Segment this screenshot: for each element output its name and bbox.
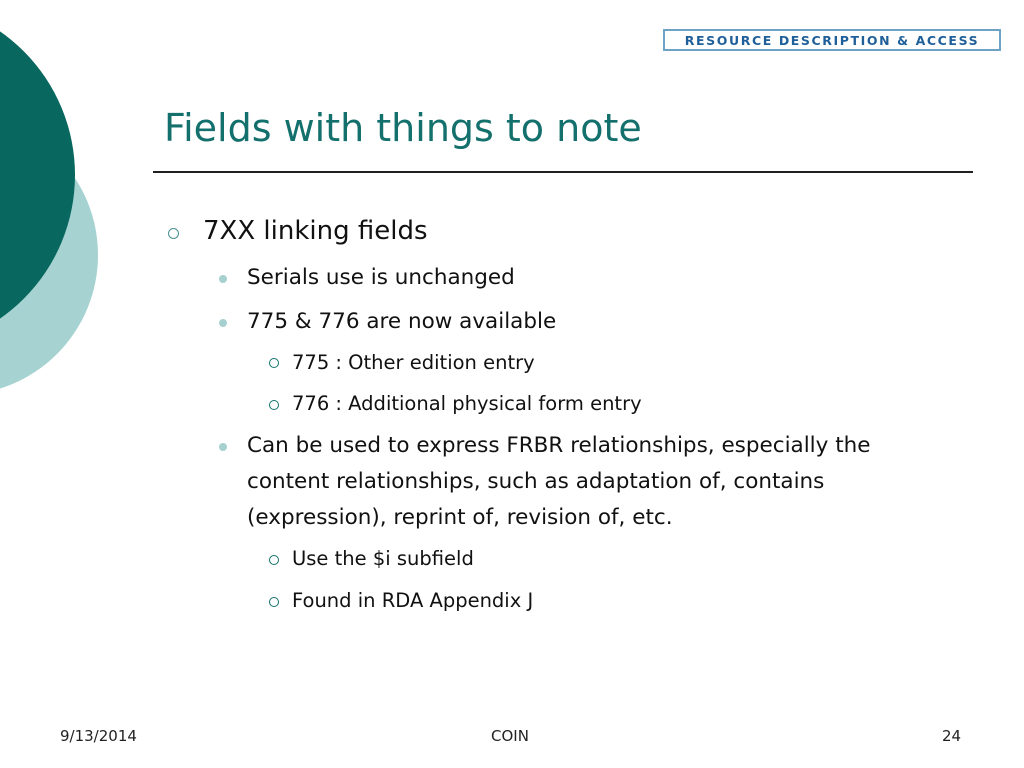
hollow-circle-bullet-icon xyxy=(269,400,279,410)
bullet-level3: Found in RDA Appendix J xyxy=(292,589,534,612)
bullet-level2: 775 & 776 are now available xyxy=(247,309,557,334)
dot-bullet-icon xyxy=(219,443,227,451)
bullet-level2: Serials use is unchanged xyxy=(247,265,515,290)
bullet-level3: Use the $i subfield xyxy=(292,547,474,570)
bullet-level1: 7XX linking fields xyxy=(203,216,428,246)
bullet-level3: 776 : Additional physical form entry xyxy=(292,392,642,415)
page-number: 24 xyxy=(942,727,962,745)
footer-center: COIN xyxy=(491,727,529,745)
bullet-level3: 775 : Other edition entry xyxy=(292,351,535,374)
hollow-circle-bullet-icon xyxy=(269,555,279,565)
dot-bullet-icon xyxy=(219,275,227,283)
bullet-level2: Can be used to express FRBR relationships, especially the content relationships, such as adaptation of, contains (expression), reprint of, revision of, etc. xyxy=(247,433,871,530)
rda-logo-text: RESOURCE DESCRIPTION & ACCESS xyxy=(684,32,980,48)
hollow-circle-bullet-icon xyxy=(269,358,279,368)
hollow-circle-bullet-icon xyxy=(168,228,179,239)
dot-bullet-icon xyxy=(219,319,227,327)
footer-date: 9/13/2014 xyxy=(60,727,137,745)
hollow-circle-bullet-icon xyxy=(269,597,279,607)
slide-title: Fields with things to note xyxy=(164,106,642,150)
